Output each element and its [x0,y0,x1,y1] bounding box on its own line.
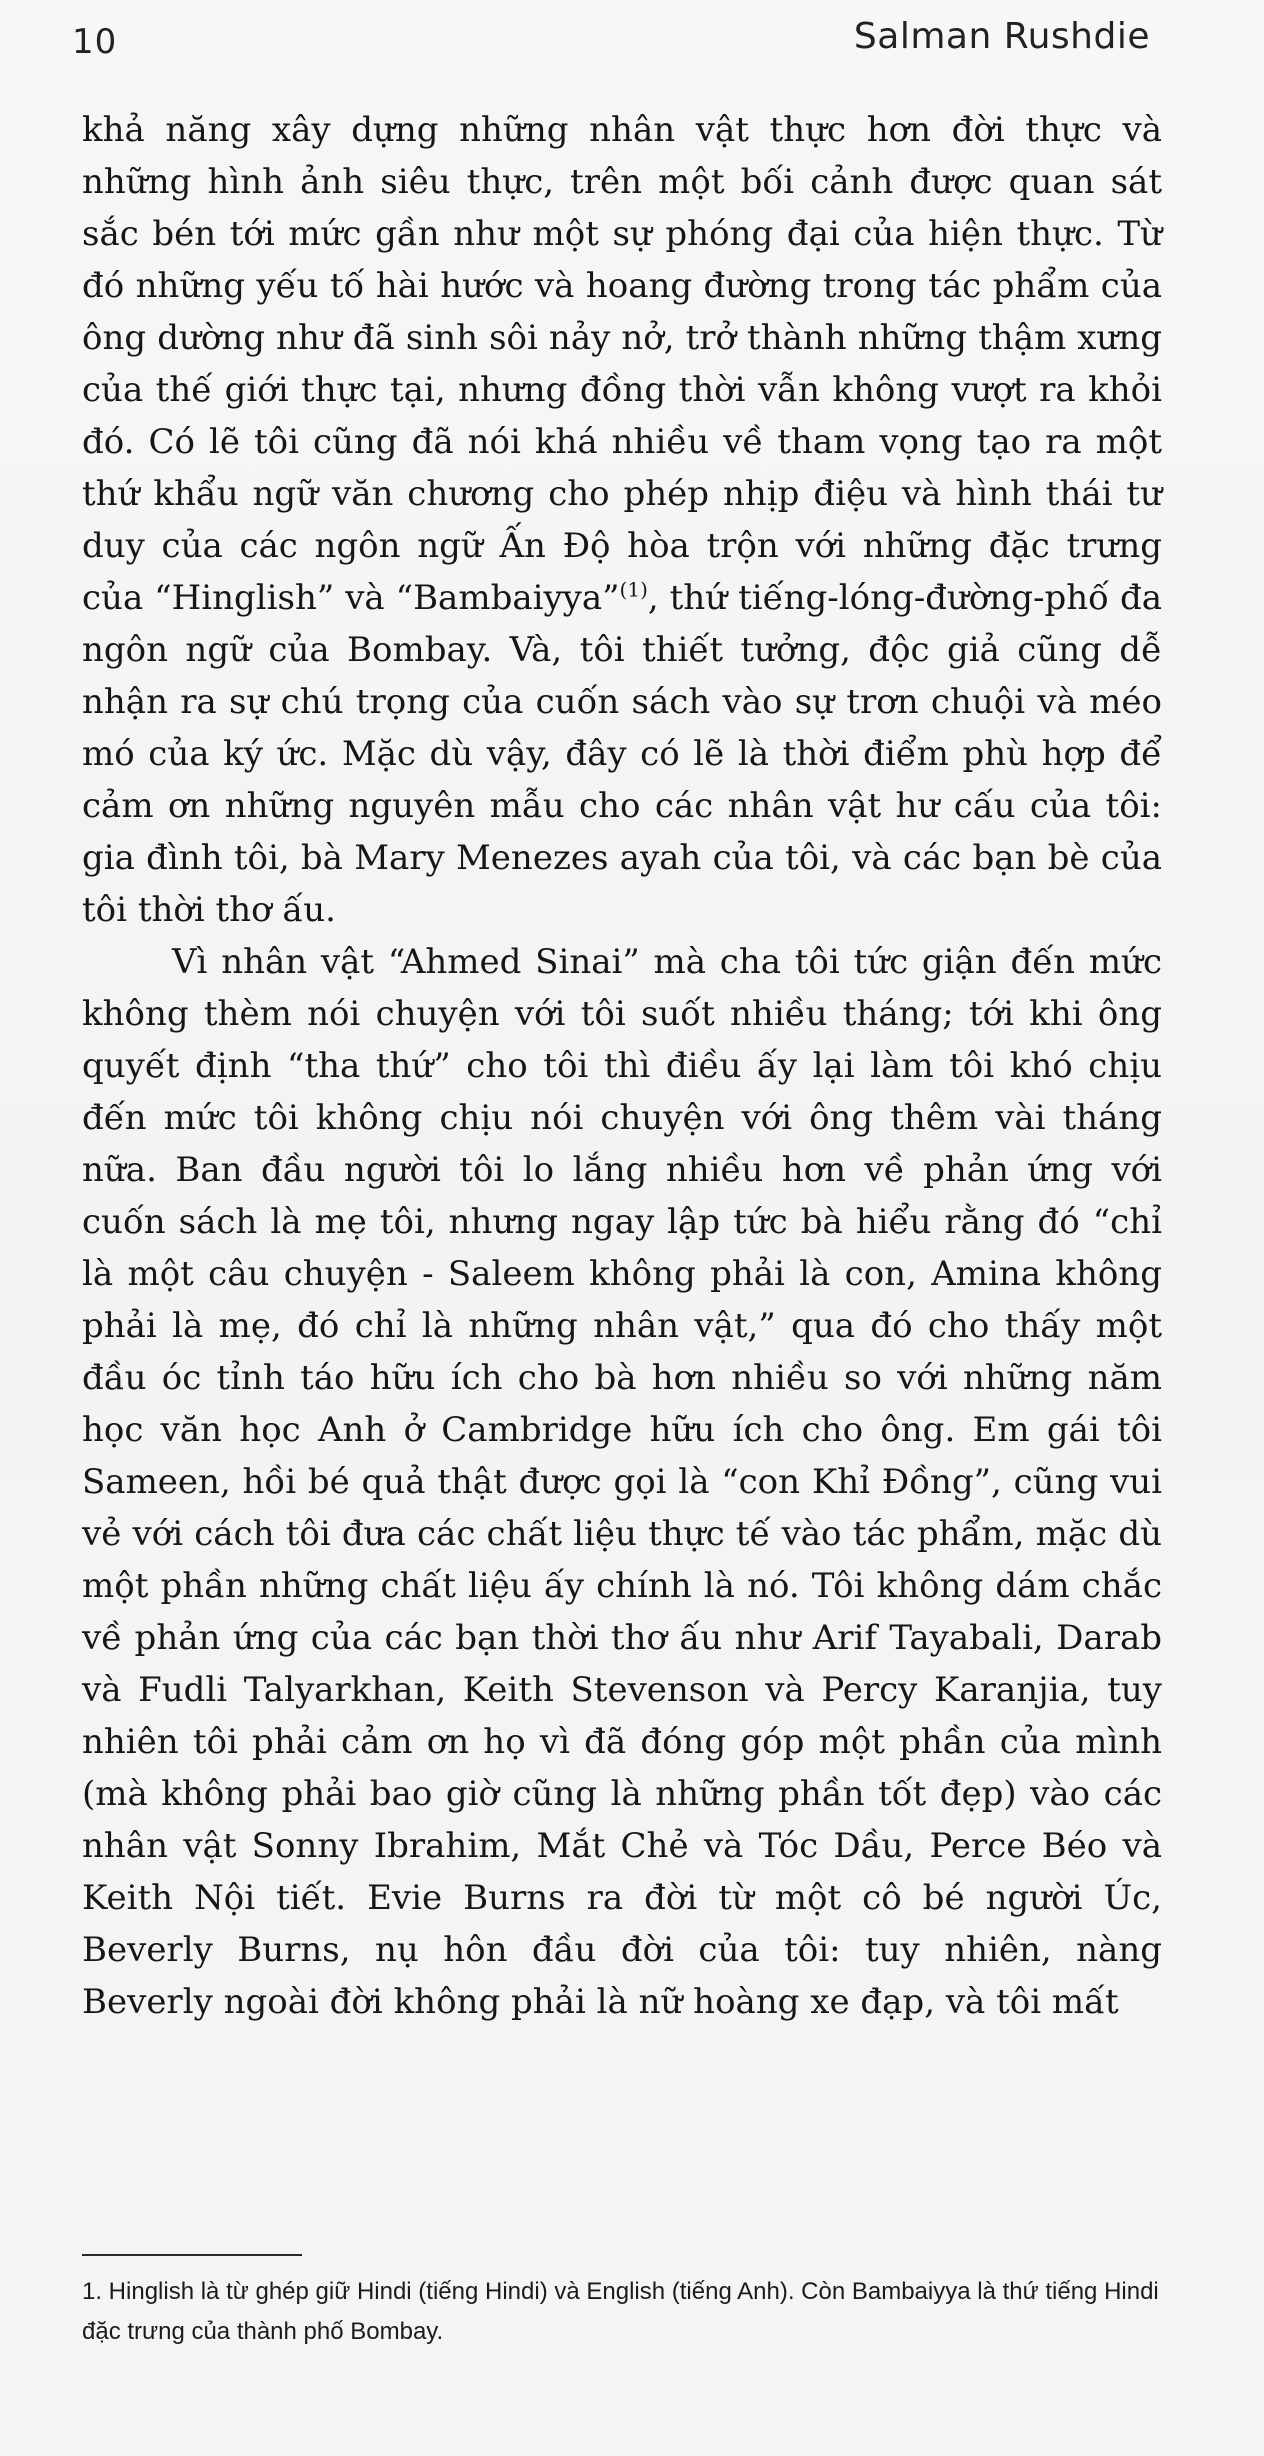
body-text [82,104,1162,2028]
running-header-author: Salman Rushdie [853,16,1150,57]
paragraph-1-suffix: , thứ tiếng-lóng-đường-phố đa ngôn ngữ của Bombay. Và, tôi thiết tưởng, độc giả cũng dễ nhận ra sự chú trọng của cuốn sách vào sự trơn chuội và méo mó của ký ức. Mặc dù vậy, đây có lẽ là thời điểm phù hợp để cảm ơn những nguyên mẫu cho các nhân vật hư cấu của tôi: gia đình tôi, bà Mary Menezes ayah của tôi, và các bạn bè của tôi thời thơ ấu. [82,578,1162,930]
paragraph-2: Vì nhân vật “Ahmed Sinai” mà cha tôi tức giận đến mức không thèm nói chuyện với tôi suốt nhiều tháng; tới khi ông quyết định “tha thứ” cho tôi thì điều ấy lại làm tôi khó chịu đến mức tôi không chịu nói chuyện với ông thêm vài tháng nữa. Ban đầu người tôi lo lắng nhiều hơn về phản ứng với cuốn sách là mẹ tôi, nhưng ngay lập tức bà hiểu rằng đó “chỉ là một câu chuyện - Saleem không phải là con, Amina không phải là mẹ, đó chỉ là những nhân vật,” qua đó cho thấy một đầu óc tỉnh táo hữu ích cho bà hơn nhiều so với những năm học văn học Anh ở Cambridge hữu ích cho ông. Em gái tôi Sameen, hồi bé quả thật được gọi là “con Khỉ Đồng”, cũng vui vẻ với cách tôi đưa các chất liệu thực tế vào tác phẩm, mặc dù một phần những chất liệu ấy chính là nó. Tôi không dám chắc về phản ứng của các bạn thời thơ ấu như Arif Tayabali, Darab và Fudli Talyarkhan, Keith Stevenson và Percy Karanjia, tuy nhiên tôi phải cảm ơn họ vì đã đóng góp một phần của mình (mà không phải bao giờ cũng là những phần tốt đẹp) vào các nhân vật Sonny Ibrahim, Mắt Chẻ và Tóc Dầu, Perce Béo và Keith Nội tiết. Evie Burns ra đời từ một cô bé người Úc, Beverly Burns, nụ hôn đầu đời của tôi: tuy nhiên, nàng Beverly ngoài đời không phải là nữ hoàng xe đạp, và tôi mất [82,942,1162,2022]
paragraph-1-prefix: khả năng xây dựng những nhân vật thực hơn đời thực và những hình ảnh siêu thực, trên một bối cảnh được quan sát sắc bén tới mức gần như một sự phóng đại của hiện thực. Từ đó những yếu tố hài hước và hoang đường trong tác phẩm của ông dường như đã sinh sôi nảy nở, trở thành những thậm xưng của thế giới thực tại, nhưng đồng thời vẫn không vượt ra khỏi đó. Có lẽ tôi cũng đã nói khá nhiều về tham vọng tạo ra một thứ khẩu ngữ văn chương cho phép nhịp điệu và hình thái tư duy của các ngôn ngữ Ấn Độ hòa trộn với những đặc trưng của “Hinglish” và “Bambaiyya” [82,110,1162,618]
paragraph-1 [82,104,1162,936]
footnote: 1. Hinglish là từ ghép giữ Hindi (tiếng Hindi) và English (tiếng Anh). Còn Bambaiyya là thứ tiếng Hindi đặc trưng của thành phố Bombay. [82,2278,1159,2345]
page-number: 10 [72,22,118,62]
footnote-divider [82,2254,302,2256]
footnote-marker: (1) [619,577,648,602]
